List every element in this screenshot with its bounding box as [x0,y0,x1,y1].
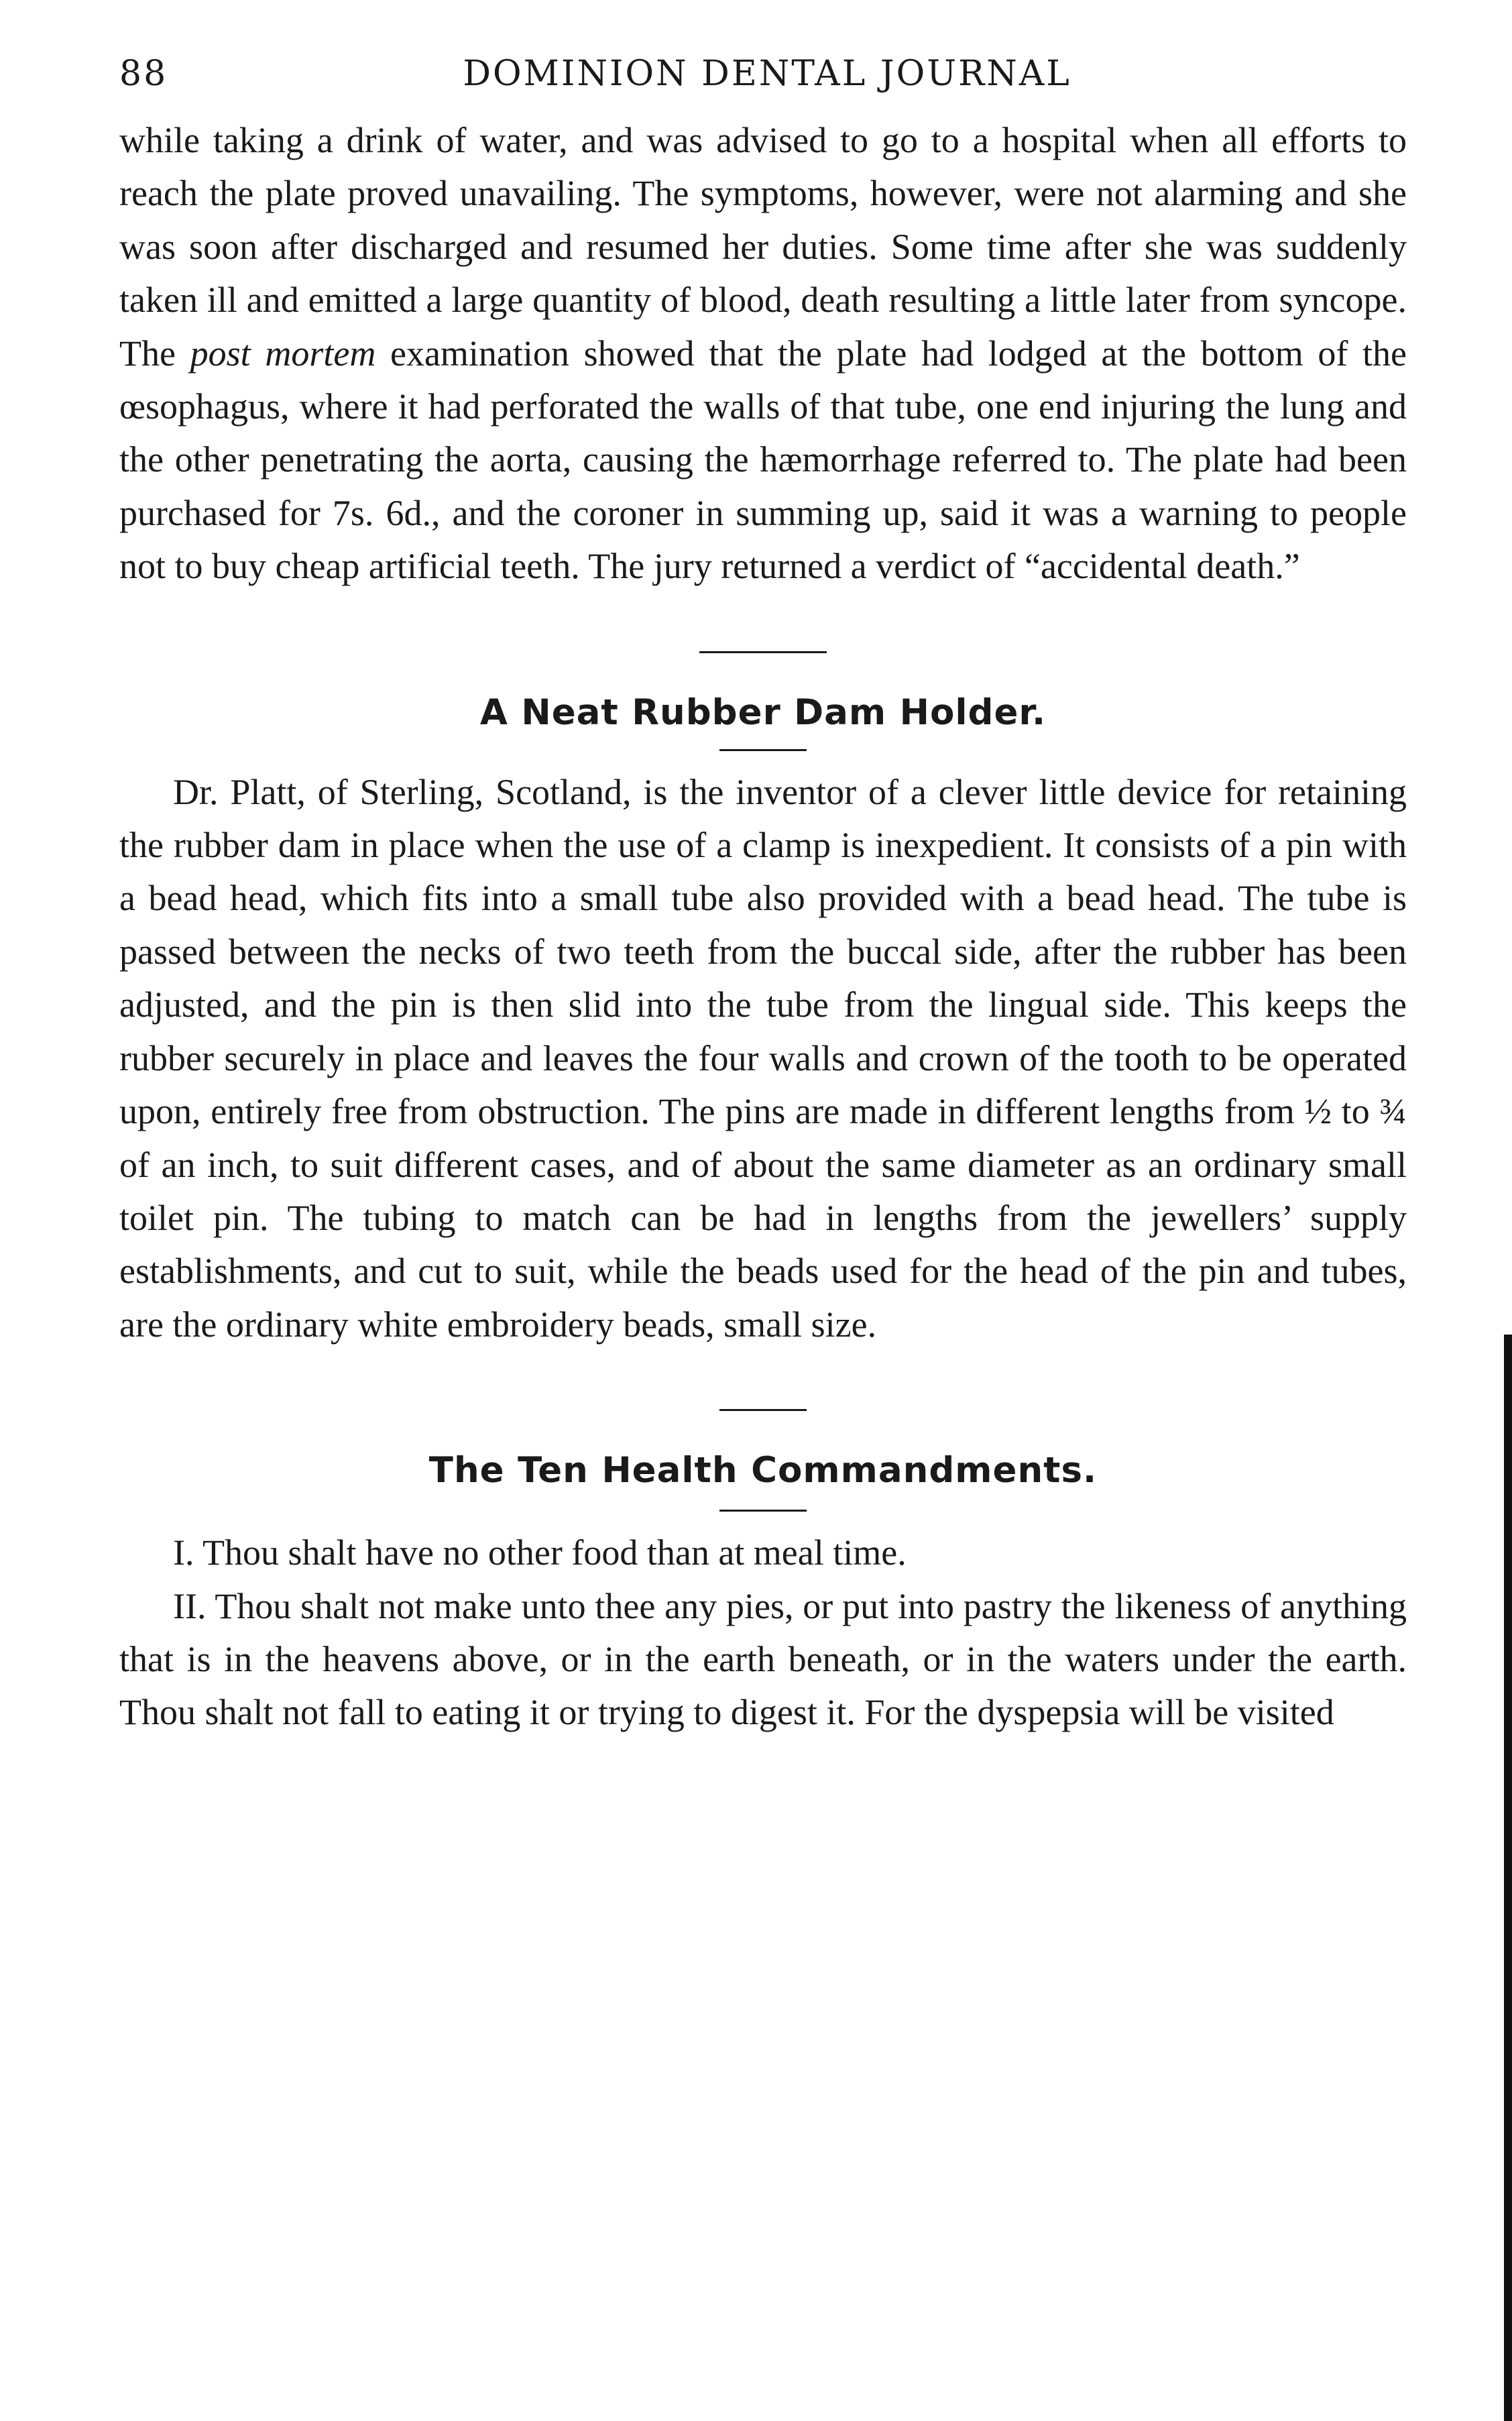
commandment-item: II. Thou shalt not make unto thee any pies, or put into pastry the likeness of anything that is in the heavens above, or in the earth beneath, or in the waters under the earth. Thou shalt not fall to eating it or trying to digest it. For the dyspepsia will be visited [119,1585,1407,1733]
intro-text-part2: examination showed that the plate had lodged at the bottom of the œsophagus, where it had perforated the walls of that tube, one end injuring the lung and the other penetrating the aorta, causing the hæmorrhage referred to. The plate had been purchased for 7s. 6d., and the coroner in summing up, said it was a warning to people not to buy cheap artificial teeth. The jury returned a verdict of “accidental death.” [119,333,1407,587]
page [119,54,1407,1740]
journal-title: DOMINION DENTAL JOURNAL [463,54,1071,94]
page-number: 88 [119,54,168,94]
page-edge-shadow [1504,1335,1512,2421]
rubber-dam-paragraph: Dr. Platt, of Sterling, Scotland, is the inventor of a clever little device for retaining the rubber dam in place when the use of a clamp is inexpedient. It consists of a pin with a bead head, which fits into a small tube also provided with a bead head. The tube is passed between the necks of two teeth from the buccal side, after the rubber has been adjusted, and the pin is then slid into the tube from the lingual side. This keeps the rubber securely in place and leaves the four walls and crown of the tooth to be operated upon, entirely free from obstruction. The pins are made in different lengths from ½ to ¾ of an inch, to suit different cases, and of about the same diameter as an ordinary small toilet pin. The tubing to match can be had in lengths from the jewellers’ supply establishments, and cut to suit, while the beads used for the head of the pin and tubes, are the ordinary white embroidery beads, small size. [119,771,1407,1345]
commandment-item: I. Thou shalt have no other food than at meal time. [173,1532,907,1573]
intro-paragraph [119,114,1407,594]
section-heading-commandments: The Ten Health Commandments. [428,1450,1098,1491]
intro-italic-text: post mortem [190,333,376,374]
intro-text-part1: while taking a drink of water, and was advised to go to a hospital when all efforts to reach the plate proved unavailing. The symptoms, however, were not alarming and she was soon after discharged and resumed her duties. Some time after she was suddenly taken ill and emitted a large quantity of blood, death resulting a little later from syncope. The [119,120,1407,374]
section-heading-rubber-dam: A Neat Rubber Dam Holder. [479,691,1047,733]
running-header [119,54,1407,114]
